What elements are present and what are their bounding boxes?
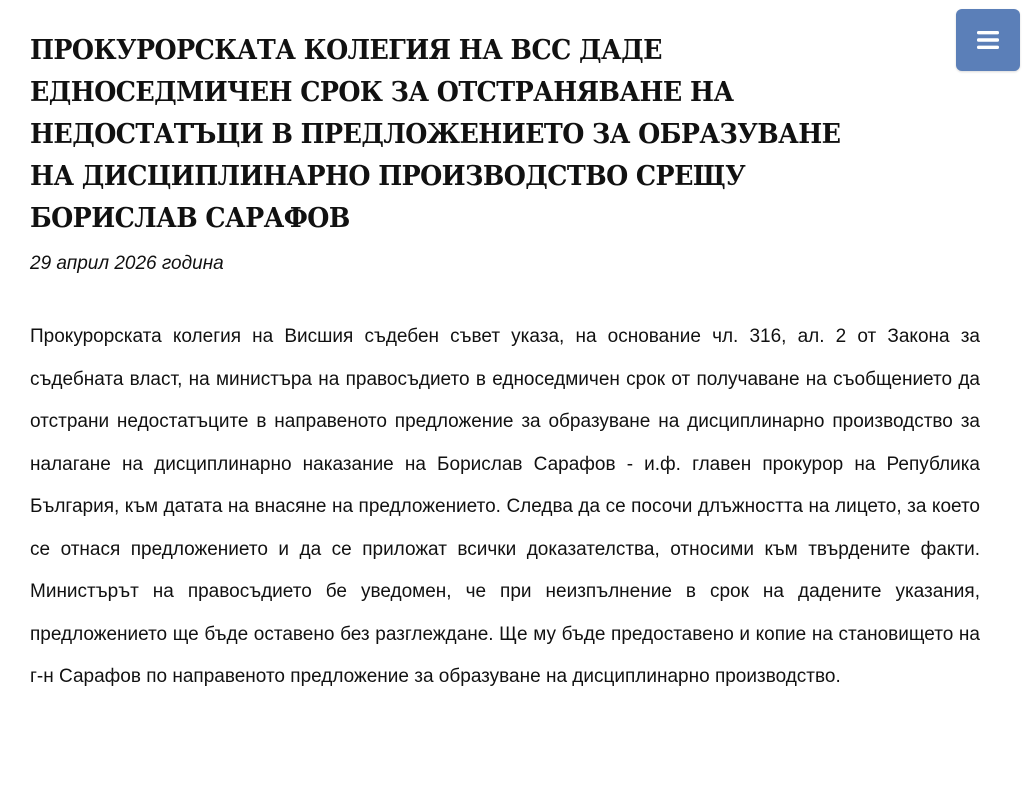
article	[30, 30, 980, 687]
article-title: ПРОКУРОРСКАТА КОЛЕГИЯ НА ВСС ДАДЕ ЕДНОСЕДМИЧЕН СРОК ЗА ОТСТРАНЯВАНЕ НА НЕДОСТАТЪЦИ В ПРЕДЛОЖЕНИЕТО ЗА ОБРАЗУВАНЕ НА ДИСЦИПЛИНАРНО ПРОИЗВОДСТВО СРЕЩУ БОРИСЛАВ САРАФОВ	[30, 35, 841, 234]
article-body: Прокурорската колегия на Висшия съдебен съвет указа, на основание чл. 316, ал. 2 от Закона за съдебната власт, на министъра на правосъдието в едноседмичен срок от получаване на съобщението да отстрани недостатъците в направеното предложение за образуване на дисциплинарно производство за налагане на дисциплинарно наказание на Борислав Сарафов - и.ф. главен прокурор на Република България, към датата на внасяне на предложението. Следва да се посочи длъжността на лицето, за което се отнася предложението и да се приложат всички доказателства, относими към твърдените факти. Министърът на правосъдието бе уведомен, че при неизпълнение в срок на дадените указания, предложението ще бъде оставено без разглеждане. Ще му бъде предоставено и копие на становището на г-н Сарафов по направеното предложение за образуване на дисциплинарно производство.	[30, 326, 980, 687]
article-date: 29 април 2026 година	[30, 253, 224, 274]
hamburger-menu-icon	[977, 31, 999, 49]
